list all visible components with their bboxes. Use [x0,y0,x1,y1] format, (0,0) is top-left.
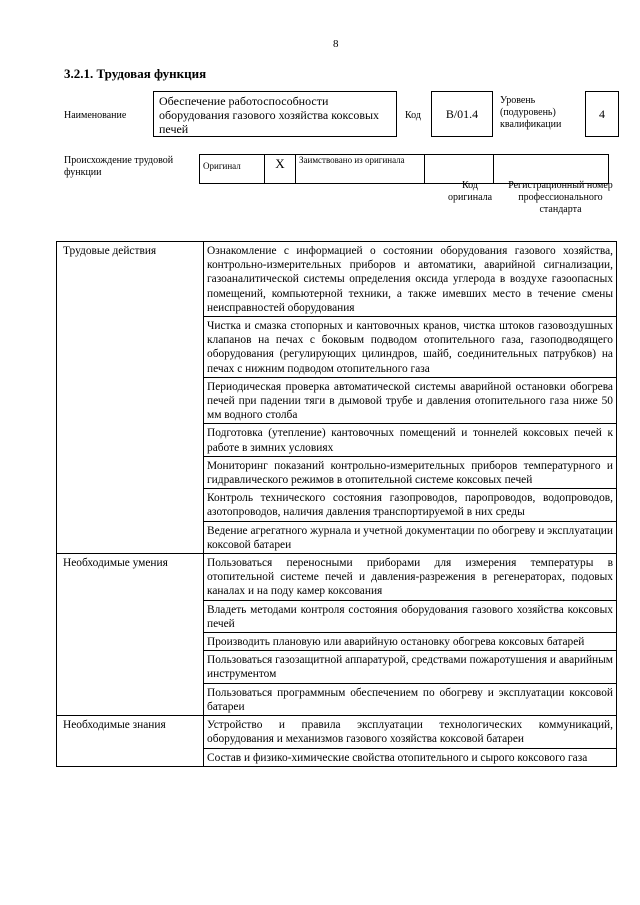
description-cell: Пользоваться переносными приборами для измерения температуры в отопительной системе печей и давления-разрежения в регенераторах, подовых каналах и на поду камер коксования [204,554,617,601]
category-cell: Необходимые знания [57,716,204,767]
description-cell: Ознакомление с информацией о состоянии оборудования газового хозяйства, контрольно-измерительных приборов и автоматики, аварийной сигнализации, газоаналитической системы определения оксида углерода в воздухе газоопасных помещений, компьютерной техники, а также имевших место в течение смены неисправностей оборудования [204,242,617,317]
table-row [57,242,617,317]
description-cell: Пользоваться газозащитной аппаратурой, средствами пожаротушения и аварийным инструментом [204,651,617,683]
description-cell: Состав и физико-химические свойства отопительного и сырого коксового газа [204,748,617,766]
function-code-box: B/01.4 [431,91,493,137]
function-name-box: Обеспечение работоспособности оборудования газового хозяйства коксовых печей [153,91,397,137]
function-details-table [56,241,617,767]
description-cell: Пользоваться программным обеспечением по обогреву и эксплуатации коксовой батареи [204,683,617,715]
description-cell: Контроль технического состояния газопроводов, паропроводов, водопроводов, азотопроводов, наличия давления транспортируемой в них среды [204,489,617,521]
table-row [57,716,617,748]
description-cell: Устройство и правила эксплуатации технологических коммуникаций, оборудования и механизмов газового хозяйства коксовой батареи [204,716,617,748]
borrowed-cell: Заимствовано из оригинала [296,155,425,184]
description-cell: Периодическая проверка автоматической системы аварийной остановки обогрева печей при падении тяги в дымовой трубе и давления отопительного газа ниже 50 мм водного столба [204,377,617,424]
qualification-level-box: 4 [585,91,619,137]
original-cell: Оригинал [200,155,265,184]
description-cell: Подготовка (утепление) кантовочных помещений и тоннелей коксовых печей к работе в зимних условиях [204,424,617,456]
description-cell: Владеть методами контроля состояния оборудования газового хозяйства коксовых печей [204,600,617,632]
category-cell: Необходимые умения [57,554,204,716]
description-cell: Ведение агрегатного журнала и учетной документации по обогреву и эксплуатации коксовой батареи [204,521,617,553]
reg-number-caption: Регистрационный номер профессионального стандарта [508,180,613,215]
description-cell: Производить плановую или аварийную остановку обогрева коксовых батарей [204,633,617,651]
description-cell: Мониторинг показаний контрольно-измерительных приборов температурного и гидравлического режимов в отопительной системе коксовых печей [204,456,617,488]
origin-label: Происхождение трудовой функции [64,155,174,178]
table-row [57,554,617,601]
level-label: Уровень (подуровень) квалификации [500,95,562,130]
section-title: 3.2.1. Трудовая функция [64,66,207,81]
code-label: Код [405,110,421,121]
category-cell: Трудовые действия [57,242,204,554]
name-label: Наименование [64,110,127,121]
original-mark: X [265,155,296,184]
code-original-caption: Код оригинала [447,180,493,203]
page-number: 8 [333,38,339,50]
description-cell: Чистка и смазка стопорных и кантовочных кранов, чистка штоков газовоздушных клапанов на печах с боковым подводом отопительного газа, газоподводящего оборудования (регулирующих цилиндров, шайб, соединительных патрубков) на печах с нижним подводом отопительного газа [204,317,617,378]
